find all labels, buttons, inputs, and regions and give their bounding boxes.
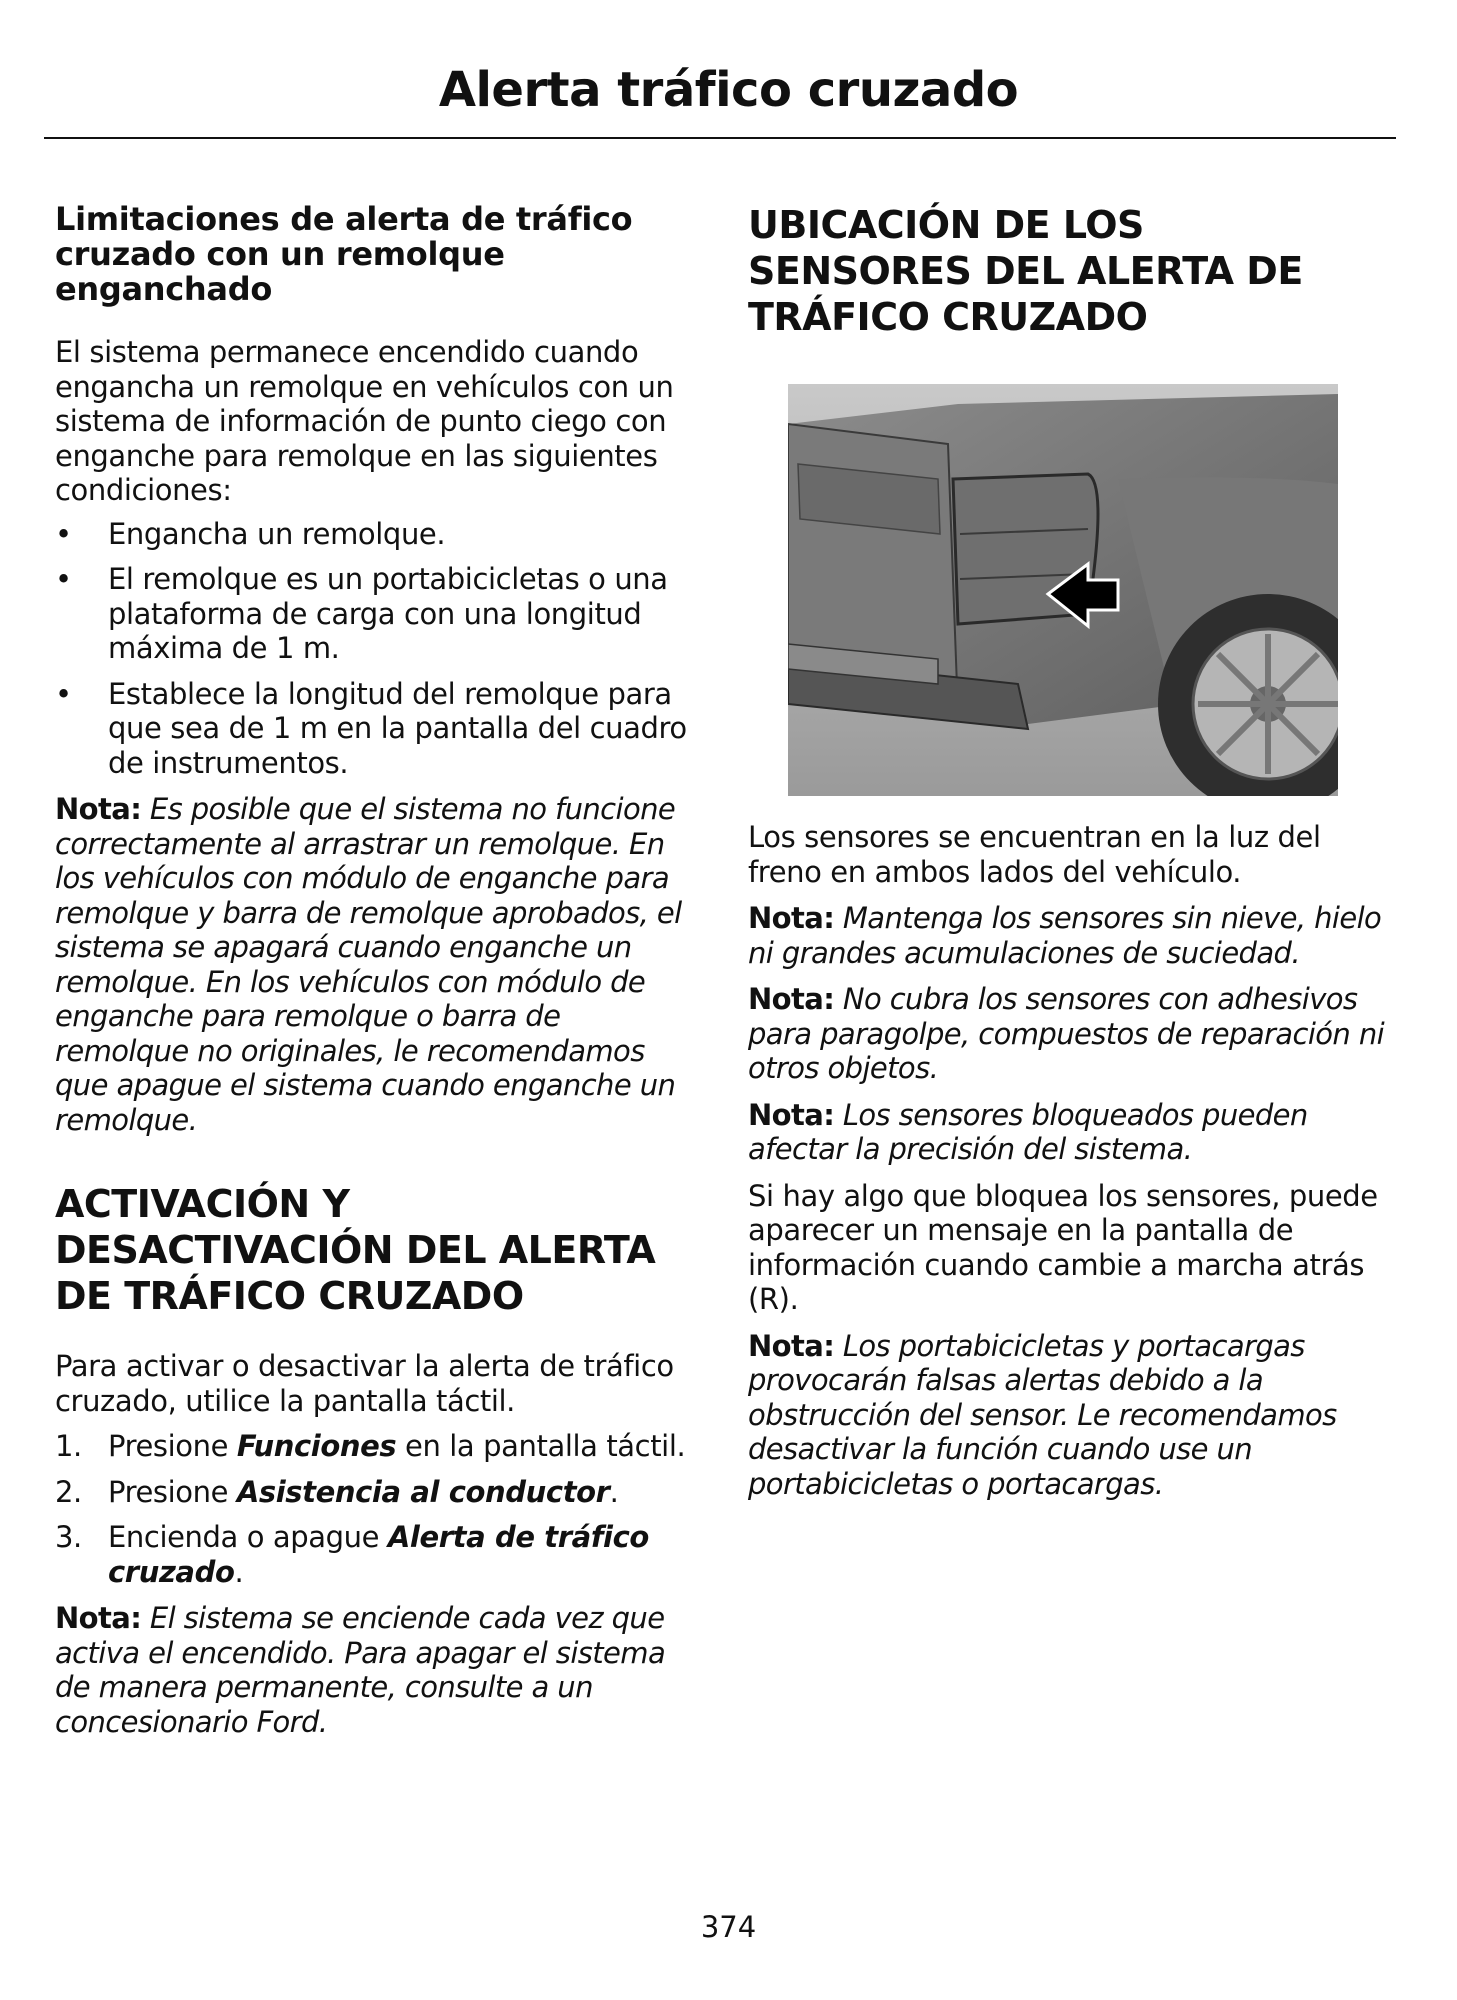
note-body: Los portabicicletas y portacargas provocarán falsas alertas debido a la obstrucción del sensor. Le recomendamos desactivar la función cuando use un portabicicletas o portacargas. (748, 1328, 1337, 1501)
snow-note (748, 901, 1398, 970)
note-label: Nota: (748, 901, 835, 935)
list-item-text: Establece la longitud del remolque para que sea de 1 m en la pantalla del cuadro de instrumentos. (108, 676, 687, 780)
step-number: 3. (55, 1520, 82, 1554)
ignition-note (55, 1601, 695, 1739)
list-item (55, 677, 695, 781)
note-label: Nota: (748, 1328, 835, 1363)
location-heading: UBICACIÓN DE LOS SENSORES DEL ALERTA DE TRÁFICO CRUZADO (748, 203, 1303, 339)
menu-label-asistencia: Asistencia al conductor (236, 1474, 610, 1509)
activation-steps (55, 1429, 695, 1589)
note-body: Es posible que el sistema no funcione correctamente al arrastrar un remolque. En los vehículos con módulo de enganche para remolque y barra de remolque aprobados, el sistema se apagará cuando enganche un remolque. En los vehículos con módulo de enganche para remolque o barra de remolque no originales, le recomendamos que apague el sistema cuando enganche un remolque. (55, 792, 682, 1137)
limits-heading: Limitaciones de alerta de tráfico cruzado con un remolque enganchado (55, 200, 633, 308)
menu-label-alerta: Alerta de tráfico cruzado (108, 1520, 649, 1589)
page-title: Alerta tráfico cruzado (438, 62, 1019, 118)
limits-intro: El sistema permanece encendido cuando engancha un remolque en vehículos con un sistema de información de punto ciego con enganche para remolque en las siguientes condiciones: (55, 335, 674, 507)
bike-rack-note (748, 1329, 1398, 1502)
title-divider (44, 137, 1396, 139)
note-body: No cubra los sensores con adhesivos para paragolpe, compuestos de reparación ni otros objetos. (748, 982, 1385, 1085)
list-item (55, 517, 695, 552)
sensors-location-text: Los sensores se encuentran en la luz del freno en ambos lados del vehículo. (748, 820, 1321, 889)
limits-bullet-list (55, 517, 695, 781)
menu-label-funciones: Funciones (236, 1429, 397, 1463)
step-text: . (609, 1474, 619, 1509)
step-text: en la pantalla táctil. (396, 1429, 686, 1463)
list-item-text: El remolque es un portabicicletas o una plataforma de carga con una longitud máxima de 1 m. (108, 562, 668, 665)
blocked-sensors-text: Si hay algo que bloquea los sensores, puede aparecer un mensaje en la pantalla de información cuando cambie a marcha atrás (R). (748, 1178, 1378, 1316)
step-text: Presione (108, 1474, 237, 1509)
activation-heading: ACTIVACIÓN Y DESACTIVACIÓN DEL ALERTA DE TRÁFICO CRUZADO (55, 1182, 656, 1318)
step-item (55, 1429, 695, 1464)
step-number: 1. (55, 1429, 82, 1463)
trailer-note (55, 792, 695, 1137)
activation-intro: Para activar o desactivar la alerta de tráfico cruzado, utilice la pantalla táctil. (55, 1349, 674, 1418)
note-body: El sistema se enciende cada vez que activa el encendido. Para apagar el sistema de manera permanente, consulte a un concesionario Ford. (55, 1601, 666, 1739)
step-item (55, 1520, 695, 1589)
note-label: Nota: (55, 1601, 142, 1635)
note-label: Nota: (748, 982, 835, 1016)
step-number: 2. (55, 1474, 82, 1509)
bullet-icon: • (55, 516, 72, 551)
list-item-text: Engancha un remolque. (108, 516, 446, 551)
truck-tailgate-illustration (788, 384, 1338, 796)
page-number: 374 (700, 1910, 757, 1944)
note-body: Mantenga los sensores sin nieve, hielo ni grandes acumulaciones de suciedad. (748, 901, 1382, 970)
right-column (748, 202, 1398, 1501)
note-body: Los sensores bloqueados pueden afectar la precisión del sistema. (748, 1097, 1308, 1166)
left-column (55, 202, 695, 1739)
step-text: Presione (108, 1429, 237, 1463)
bullet-icon: • (55, 676, 72, 711)
list-item (55, 562, 695, 666)
step-text: Encienda o apague (108, 1520, 388, 1554)
bullet-icon: • (55, 562, 72, 596)
blocked-note (748, 1098, 1398, 1167)
cover-note (748, 982, 1398, 1086)
step-text: . (234, 1554, 244, 1589)
note-label: Nota: (55, 792, 142, 826)
note-label: Nota: (748, 1097, 835, 1132)
step-item (55, 1475, 695, 1510)
sensor-location-figure (788, 384, 1338, 796)
wheel-spokes (1198, 634, 1338, 774)
